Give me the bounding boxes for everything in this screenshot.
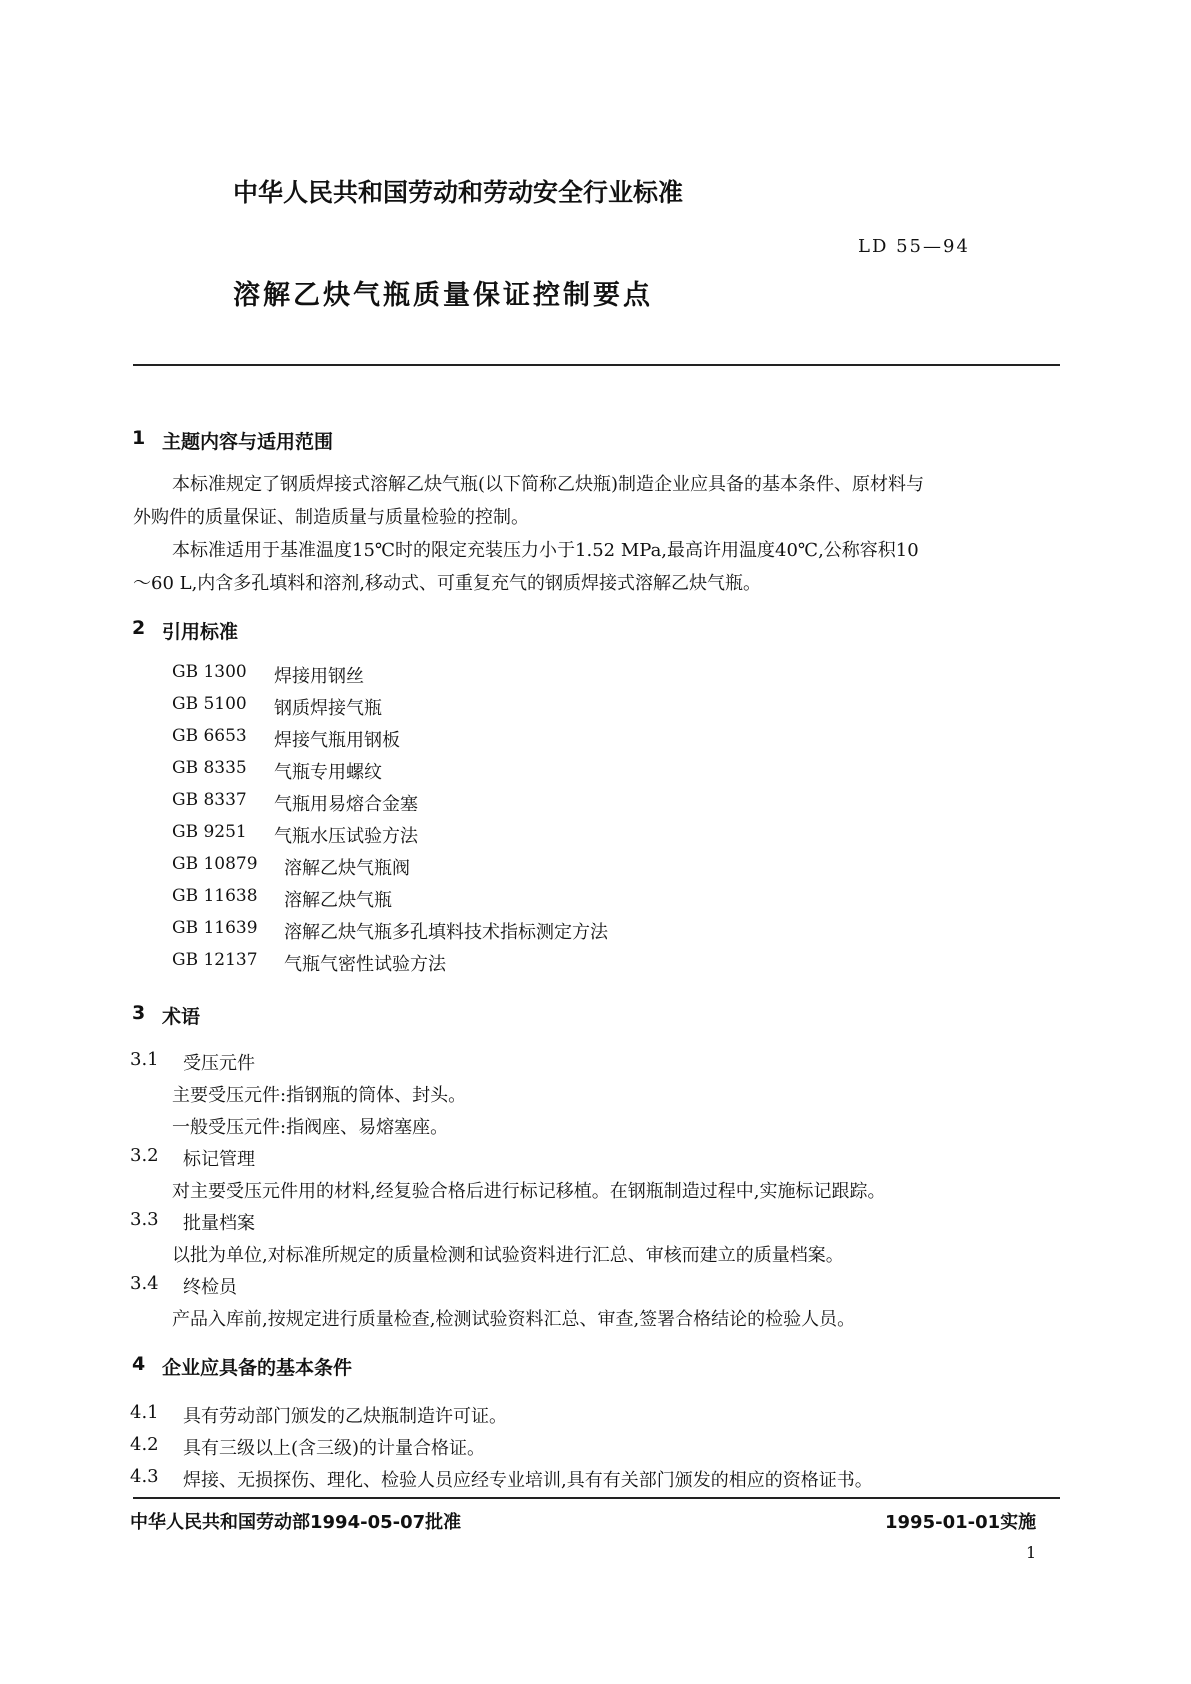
reference-code: GB 10879 — [172, 854, 258, 874]
term-number: 3.4 — [130, 1273, 159, 1294]
section-1-paragraph-1-line-2: 外购件的质量保证、制造质量与质量检验的控制。 — [133, 507, 529, 528]
section-3-number: 3 — [132, 1002, 146, 1024]
term-title: 批量档案 — [183, 1213, 255, 1234]
condition-number: 4.2 — [130, 1434, 159, 1455]
term-definition: 对主要受压元件用的材料,经复验合格后进行标记移植。在钢瓶制造过程中,实施标记跟踪。 — [172, 1181, 886, 1202]
section-1-paragraph-1-line-1: 本标准规定了钢质焊接式溶解乙炔气瓶(以下简称乙炔瓶)制造企业应具备的基本条件、原材料与 — [172, 474, 925, 495]
reference-code: GB 9251 — [172, 822, 247, 842]
section-4-number: 4 — [132, 1353, 146, 1375]
term-definition: 一般受压元件:指阀座、易熔塞座。 — [172, 1117, 449, 1138]
section-2-number: 2 — [132, 617, 146, 639]
term-definition: 主要受压元件:指钢瓶的筒体、封头。 — [172, 1085, 467, 1106]
section-1-title: 主题内容与适用范围 — [162, 431, 334, 453]
condition-number: 4.3 — [130, 1466, 159, 1487]
term-definition: 以批为单位,对标准所规定的质量检测和试验资料进行汇总、审核而建立的质量档案。 — [172, 1245, 844, 1266]
reference-name: 焊接气瓶用钢板 — [274, 730, 400, 751]
approval-line: 中华人民共和国劳动部1994-05-07批准 — [130, 1512, 462, 1533]
term-title: 标记管理 — [183, 1149, 255, 1170]
section-2-title: 引用标准 — [162, 621, 239, 643]
effective-date: 1995-01-01实施 — [885, 1512, 1037, 1533]
reference-name: 气瓶用易熔合金塞 — [274, 794, 418, 815]
document-title: 溶解乙炔气瓶质量保证控制要点 — [233, 280, 653, 311]
section-4-title: 企业应具备的基本条件 — [162, 1357, 353, 1379]
term-title: 受压元件 — [183, 1053, 255, 1074]
reference-code: GB 1300 — [172, 662, 247, 682]
term-number: 3.1 — [130, 1049, 159, 1070]
term-definition: 产品入库前,按规定进行质量检查,检测试验资料汇总、审查,签署合格结论的检验人员。 — [172, 1309, 856, 1330]
section-1-paragraph-2-line-1: 本标准适用于基准温度15℃时的限定充装压力小于1.52 MPa,最高许用温度40℃,公称容积10 — [172, 540, 919, 561]
section-3-title: 术语 — [162, 1006, 201, 1028]
condition-text: 具有三级以上(含三级)的计量合格证。 — [183, 1438, 486, 1459]
standard-code: LD 55—94 — [858, 236, 970, 257]
reference-name: 溶解乙炔气瓶阀 — [284, 858, 410, 879]
reference-code: GB 11639 — [172, 918, 258, 938]
section-1-paragraph-2-line-2: ～60 L,内含多孔填料和溶剂,移动式、可重复充气的钢质焊接式溶解乙炔气瓶。 — [133, 573, 762, 594]
reference-name: 气瓶专用螺纹 — [274, 762, 382, 783]
reference-code: GB 5100 — [172, 694, 247, 714]
condition-number: 4.1 — [130, 1402, 159, 1423]
term-title: 终检员 — [183, 1277, 237, 1298]
header-divider — [133, 364, 1060, 366]
page-number: 1 — [1026, 1543, 1037, 1562]
reference-name: 钢质焊接气瓶 — [274, 698, 382, 719]
term-number: 3.3 — [130, 1209, 159, 1230]
reference-code: GB 11638 — [172, 886, 258, 906]
reference-name: 溶解乙炔气瓶 — [284, 890, 392, 911]
issuing-body: 中华人民共和国劳动和劳动安全行业标准 — [233, 178, 684, 207]
reference-name: 气瓶气密性试验方法 — [284, 954, 446, 975]
reference-code: GB 12137 — [172, 950, 258, 970]
footer-divider — [133, 1497, 1060, 1499]
reference-name: 焊接用钢丝 — [274, 666, 364, 687]
reference-code: GB 8335 — [172, 758, 247, 778]
reference-code: GB 8337 — [172, 790, 247, 810]
reference-name: 溶解乙炔气瓶多孔填料技术指标测定方法 — [284, 922, 608, 943]
reference-code: GB 6653 — [172, 726, 247, 746]
term-number: 3.2 — [130, 1145, 159, 1166]
reference-name: 气瓶水压试验方法 — [274, 826, 418, 847]
condition-text: 焊接、无损探伤、理化、检验人员应经专业培训,具有有关部门颁发的相应的资格证书。 — [183, 1470, 873, 1491]
condition-text: 具有劳动部门颁发的乙炔瓶制造许可证。 — [183, 1406, 507, 1427]
section-1-number: 1 — [132, 427, 146, 449]
